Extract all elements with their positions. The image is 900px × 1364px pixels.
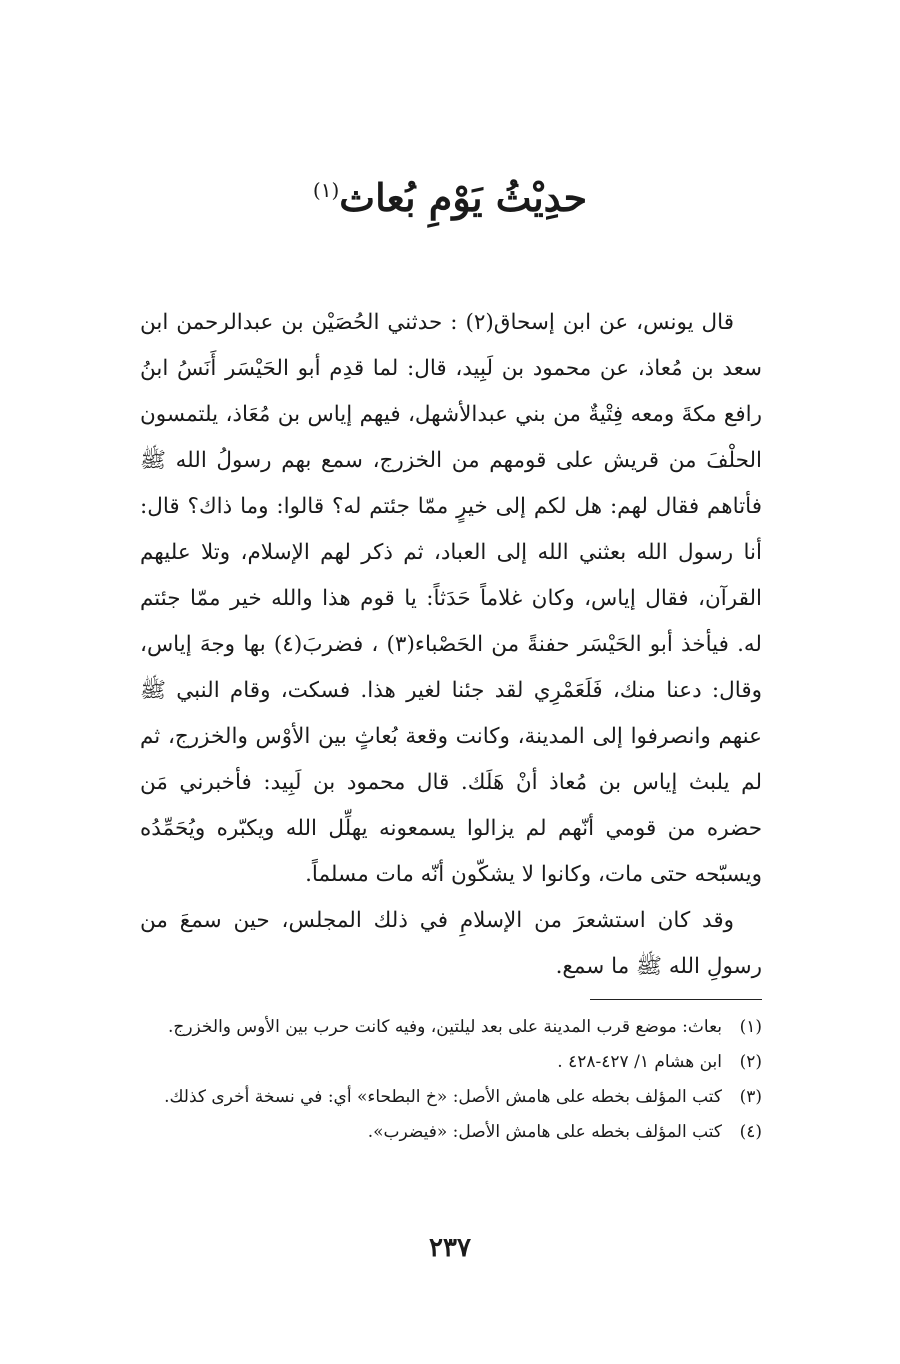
- body-paragraph-2: وقد كان استشعرَ من الإسلامِ في ذلك المجلس، حين سمعَ من رسولِ الله ﷺ ما سمع.: [140, 908, 762, 979]
- body-paragraph-1: قال يونس، عن ابن إسحاق(٢) : حدثني الحُصَيْن بن عبدالرحمن ابن سعد بن مُعاذ، عن محمود بن لَبِيد، قال: لما قدِم أبو الحَيْسَر أَنَسُ ابنُ رافع مكةَ ومعه فِتْيةٌ من بني عبدالأشهل، فيهم إياس بن مُعَاذ، يلتمسون الحلْفَ من قريش على قومهم من الخزرج، سمع بهم رسولُ الله ﷺ فأتاهم فقال لهم: هل لكم إلى خيرٍ ممّا جئتم له؟ قالوا: وما ذاك؟ قال: أنا رسول الله بعثني الله إلى العباد، ثم ذكر لهم الإسلام، وتلا عليهم القرآن، فقال إياس، وكان غلاماً حَدَثاً: يا قوم هذا والله خير ممّا جئتم له. فيأخذ أبو الحَيْسَر حفنةً من الحَصْباء(٣) ، فضربَ(٤) بها وجهَ إياس، وقال: دعنا منك، فَلَعَمْرِي لقد جئنا لغير هذا. فسكت، وقام النبي ﷺ عنهم وانصرفوا إلى المدينة، وكانت وقعة بُعاثٍ بين الأوْس والخزرج، ثم لم يلبث إياس بن مُعاذ أنْ هَلَك. قال محمود بن لَبِيد: فأخبرني مَن حضره من قومي أنّهم لم يزالوا يسمعونه يهلِّل الله ويكبّره ويُحَمِّدُه ويسبّحه حتى مات، وكانوا لا يشكّون أنّه مات مسلماً.: [140, 310, 762, 887]
- footnote-text: كتب المؤلف بخطه على هامش الأصل: «فيضرب».: [367, 1122, 722, 1142]
- footnote-number: (٢): [739, 1052, 762, 1072]
- footnote-text: كتب المؤلف بخطه على هامش الأصل: «خ البطحاء» أي: في نسخة أخرى كذلك.: [164, 1087, 722, 1107]
- title-footnote-ref: (١): [312, 178, 340, 202]
- footnote-number: (١): [739, 1017, 762, 1037]
- page-number: ٢٣٧: [429, 1233, 471, 1263]
- footnote-text: ابن هشام ١/ ٤٢٧-٤٢٨ .: [557, 1052, 722, 1072]
- chapter-title-text: حدِيْثُ يَوْمِ بُعاث: [339, 175, 588, 220]
- footnote-item: [140, 1048, 762, 1077]
- footnote-number: (٤): [739, 1122, 762, 1142]
- footnote-divider: [590, 999, 762, 1000]
- footnote-text: بعاث: موضع قرب المدينة على بعد ليلتين، وفيه كانت حرب بين الأوس والخزرج.: [167, 1017, 722, 1037]
- footnotes-list: [140, 1013, 762, 1153]
- footnote-item: [140, 1083, 762, 1112]
- footnote-item: [140, 1118, 762, 1147]
- chapter-title: [0, 160, 900, 228]
- body-text: [140, 300, 762, 990]
- footnote-item: [140, 1013, 762, 1042]
- footnote-number: (٣): [739, 1087, 762, 1107]
